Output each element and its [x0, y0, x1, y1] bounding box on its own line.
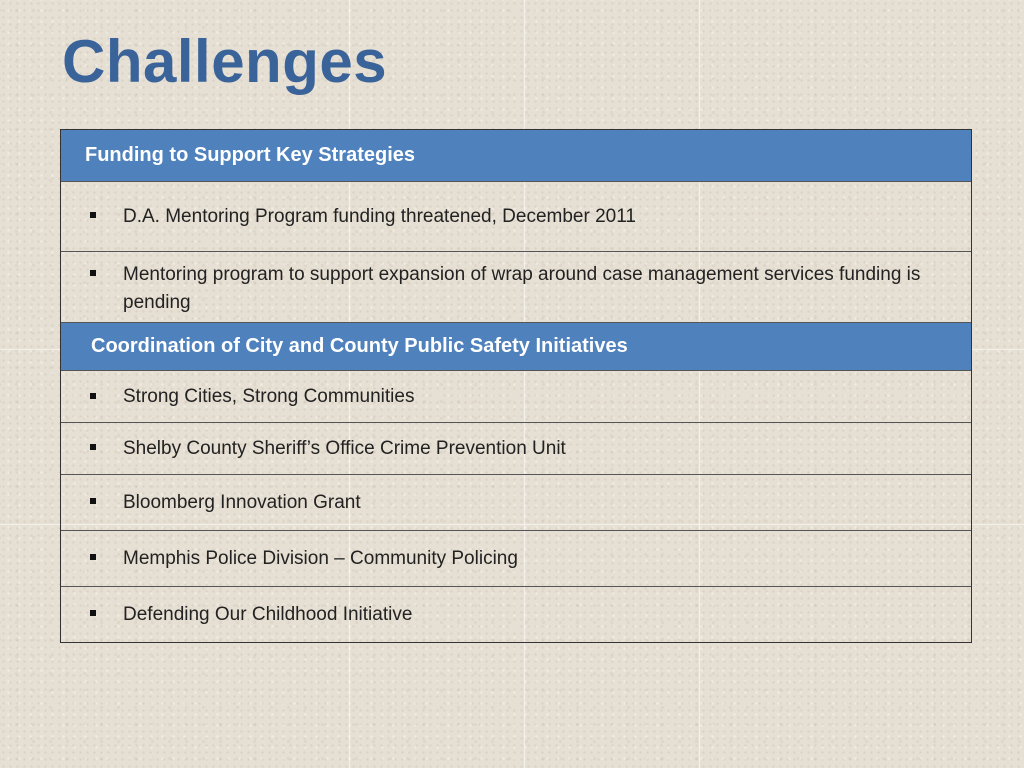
- square-bullet-icon: [90, 498, 96, 504]
- section-header-funding: [61, 130, 971, 181]
- challenges-table: [60, 129, 972, 643]
- list-item: [61, 586, 971, 642]
- list-item-text: Shelby County Sheriff’s Office Crime Prevention Unit: [123, 438, 566, 459]
- list-item: [61, 251, 971, 322]
- section-header-coordination: [61, 322, 971, 370]
- section-heading: Funding to Support Key Strategies: [85, 144, 416, 166]
- list-item: [61, 474, 971, 530]
- list-item-text: Defending Our Childhood Initiative: [123, 604, 413, 625]
- square-bullet-icon: [90, 212, 96, 218]
- list-item: [61, 422, 971, 474]
- list-item-text: Memphis Police Division – Community Policing: [123, 548, 518, 569]
- list-item-text: D.A. Mentoring Program funding threatened, December 2011: [123, 206, 636, 227]
- list-item: [61, 530, 971, 586]
- list-item-text: Mentoring program to support expansion of wrap around case management services funding is pending: [123, 264, 921, 313]
- list-item: [61, 181, 971, 251]
- square-bullet-icon: [90, 444, 96, 450]
- square-bullet-icon: [90, 270, 96, 276]
- square-bullet-icon: [90, 393, 96, 399]
- square-bullet-icon: [90, 554, 96, 560]
- section-heading: Coordination of City and County Public Safety Initiatives: [91, 335, 628, 357]
- square-bullet-icon: [90, 610, 96, 616]
- list-item-text: Bloomberg Innovation Grant: [123, 492, 361, 513]
- page-title: Challenges: [62, 28, 388, 95]
- list-item-text: Strong Cities, Strong Communities: [123, 386, 415, 407]
- list-item: [61, 370, 971, 422]
